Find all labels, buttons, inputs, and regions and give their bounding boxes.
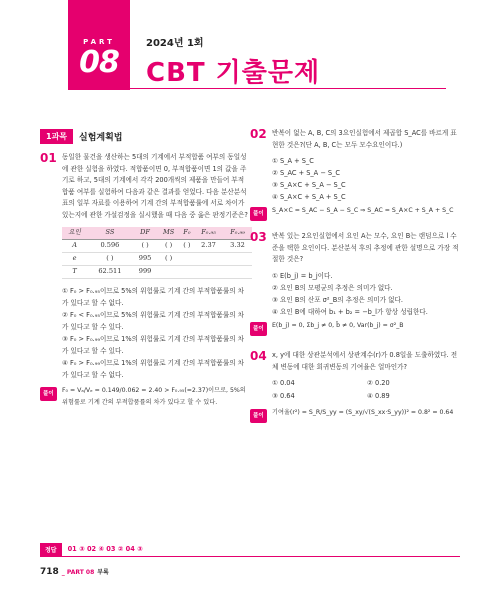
table-header-cell: F₀ xyxy=(180,227,194,240)
table-cell: ( ) xyxy=(157,253,179,266)
option-4[interactable]: ④ 요인 B에 대하여 b₁ + b₂ = −b_l가 항상 성립한다. xyxy=(272,307,428,316)
right-column xyxy=(250,128,462,419)
table-cell xyxy=(194,266,223,279)
exam-subtitle: 2024년 1회 xyxy=(146,38,204,49)
table-cell: e xyxy=(62,253,87,266)
question-04 xyxy=(250,350,462,403)
option-3[interactable]: ③ 0.64 xyxy=(272,392,295,401)
option-1[interactable]: ① F₀ > F₀.₉₅이므로 5%의 위험률로 기계 간의 부적합품률의 차가 있다고 할 수 없다. xyxy=(62,287,245,308)
table-cell: T xyxy=(62,266,87,279)
table-cell: 0.596 xyxy=(87,240,133,253)
explanation-badge: 풀이 xyxy=(250,207,267,221)
table-header-cell: SS xyxy=(87,227,133,240)
table-header-cell: MS xyxy=(157,227,179,240)
table-header-cell: DF xyxy=(133,227,158,240)
explanation-02 xyxy=(250,205,462,217)
page-title: CBT 기출문제 xyxy=(146,58,321,88)
table-cell: 3.32 xyxy=(223,240,252,253)
table-cell xyxy=(180,266,194,279)
table-header-cell: F₀.₉₉ xyxy=(223,227,252,240)
section-name: 실험계획법 xyxy=(79,132,123,143)
explanation-text: F₀ = Vₐ/Vₑ = 0.149/0.062 = 2.40 > F₀.₉₅(=2.37)이므로, 5%의 위험률로 기계 간의 부적합품률의 차가 있다고 할 수 있다. xyxy=(62,387,246,407)
option-2[interactable]: ② F₀ < F₀.₉₅이므로 5%의 위험률로 기계 간의 부적합품률의 차가 있다고 할 수 있다. xyxy=(62,311,245,332)
option-1[interactable]: ① S_A + S_C xyxy=(272,157,314,166)
table-cell: A xyxy=(62,240,87,253)
table-row xyxy=(62,266,252,279)
option-1[interactable]: ① E(b_j) = b_j이다. xyxy=(272,271,333,280)
explanation-text: S_A×C = S_AC − S_A − S_C ⇒ S_AC = S_A×C + S_A + S_C xyxy=(272,207,454,215)
table-cell: 995 xyxy=(133,253,158,266)
anova-table xyxy=(62,227,252,280)
table-header-cell: 요인 xyxy=(62,227,87,240)
option-1[interactable]: ① 0.04 xyxy=(272,379,295,388)
table-cell: ( ) xyxy=(180,240,194,253)
question-number: 01 xyxy=(40,151,57,165)
table-cell: ( ) xyxy=(157,240,179,253)
question-02 xyxy=(250,128,462,203)
header-divider xyxy=(130,88,446,89)
left-column xyxy=(40,128,248,409)
table-row xyxy=(62,253,252,266)
option-2[interactable]: ② 0.20 xyxy=(367,379,390,388)
question-text: 반복이 없는 A, B, C의 3요인실험에서 제곱합 S_AC를 바르게 표현한 것은?(단 A, B, C는 모두 모수요인이다.) xyxy=(272,129,457,149)
answer-text: 01 ③ 02 ④ 03 ② 04 ③ xyxy=(67,545,143,553)
answer-badge: 정답 xyxy=(40,543,62,556)
question-text: 동일한 물건을 생산하는 5대의 기계에서 부적합품 여부의 동일성에 관한 실험을 하였다. 적합품이면 0, 부적합품이면 1의 값을 주기로 하고, 5대의 기계에서 각각 200개씩의 제품을 만들어 부적합품 여부를 실험하여 다음과 같은 결과를 얻었다. 다음 분산분석표의 일부 자료를 이용하여 기계 간의 부적합품률에 서로 차이가 있는지에 관한 가설검정을 실시했을 때 다음 중 옳은 판정기준은? xyxy=(62,153,248,219)
table-row xyxy=(62,240,252,253)
question-03 xyxy=(250,231,462,318)
part-number: 08 xyxy=(79,45,119,80)
explanation-badge: 풀이 xyxy=(40,387,57,401)
option-list xyxy=(272,377,462,403)
part-label: PART xyxy=(83,38,115,46)
part-badge xyxy=(68,0,130,90)
option-list xyxy=(272,270,462,318)
option-4[interactable]: ④ F₀ > F₀.₉₉이므로 1%의 위험률로 기계 간의 부적합품률의 차가 있다고 할 수 없다. xyxy=(62,359,245,380)
explanation-text: E(b_j) = 0, Σb_j ≠ 0, b̄ ≠ 0, Var(b_j) = σ²_B xyxy=(272,321,404,329)
option-3[interactable]: ③ S_A×C + S_A − S_C xyxy=(272,181,346,190)
question-text: 반복 있는 2요인실험에서 요인 A는 모수, 요인 B는 랜덤으로 l 수준을 택한 요인이다. 분산분석 후의 추정에 관한 설명으로 가장 적절한 것은? xyxy=(272,232,459,264)
table-cell: ( ) xyxy=(87,253,133,266)
page-footer xyxy=(40,567,109,577)
option-4[interactable]: ④ 0.89 xyxy=(367,392,390,401)
question-number: 02 xyxy=(250,127,267,141)
table-cell: 999 xyxy=(133,266,158,279)
table-cell: ( ) xyxy=(133,240,158,253)
table-header-cell: F₀.₉₅ xyxy=(194,227,223,240)
page-number: 718 xyxy=(40,567,59,577)
section-tag xyxy=(40,128,248,144)
option-3[interactable]: ③ 요인 B의 산포 σ²_B의 추정은 의미가 없다. xyxy=(272,295,404,304)
question-text: x, y에 대한 상관분석에서 상관계수(r)가 0.8일을 도출하였다. 전체 변동에 대한 회귀변동의 기여율은 얼마인가? xyxy=(272,350,458,371)
table-cell xyxy=(180,253,194,266)
table-cell: 62.511 xyxy=(87,266,133,279)
explanation-text: 기여율(r²) = S_R/S_yy = (S_xy/√(S_xx·S_yy))² = 0.8² = 0.64 xyxy=(272,409,454,417)
table-cell xyxy=(194,253,223,266)
footer-part: _ PART 08 xyxy=(61,569,95,576)
option-list xyxy=(62,285,248,381)
table-header-row xyxy=(62,227,252,240)
explanation-badge: 풀이 xyxy=(250,322,267,336)
question-01 xyxy=(40,152,248,381)
explanation-badge: 풀이 xyxy=(250,409,267,423)
table-cell xyxy=(157,266,179,279)
answer-key xyxy=(40,543,143,555)
option-3[interactable]: ③ F₀ > F₀.₉₉이므로 1%의 위험률로 기계 간의 부적합품률의 차가 있다고 할 수 있다. xyxy=(62,335,245,356)
option-2[interactable]: ② 요인 B의 모평균의 추정은 의미가 없다. xyxy=(272,283,393,292)
explanation-01 xyxy=(40,385,248,409)
section-number: 1과목 xyxy=(40,129,73,144)
table-cell: 2.37 xyxy=(194,240,223,253)
option-list xyxy=(272,155,462,203)
footer-suffix: 부록 xyxy=(97,569,109,576)
option-4[interactable]: ④ S_A×C + S_A + S_C xyxy=(272,193,346,202)
option-2[interactable]: ② S_AC + S_A − S_C xyxy=(272,169,341,178)
explanation-03 xyxy=(250,320,462,332)
question-number: 03 xyxy=(250,230,267,245)
question-number: 04 xyxy=(250,348,267,363)
explanation-04 xyxy=(250,407,462,419)
table-cell xyxy=(223,266,252,279)
table-cell xyxy=(223,253,252,266)
answer-divider xyxy=(40,556,460,557)
